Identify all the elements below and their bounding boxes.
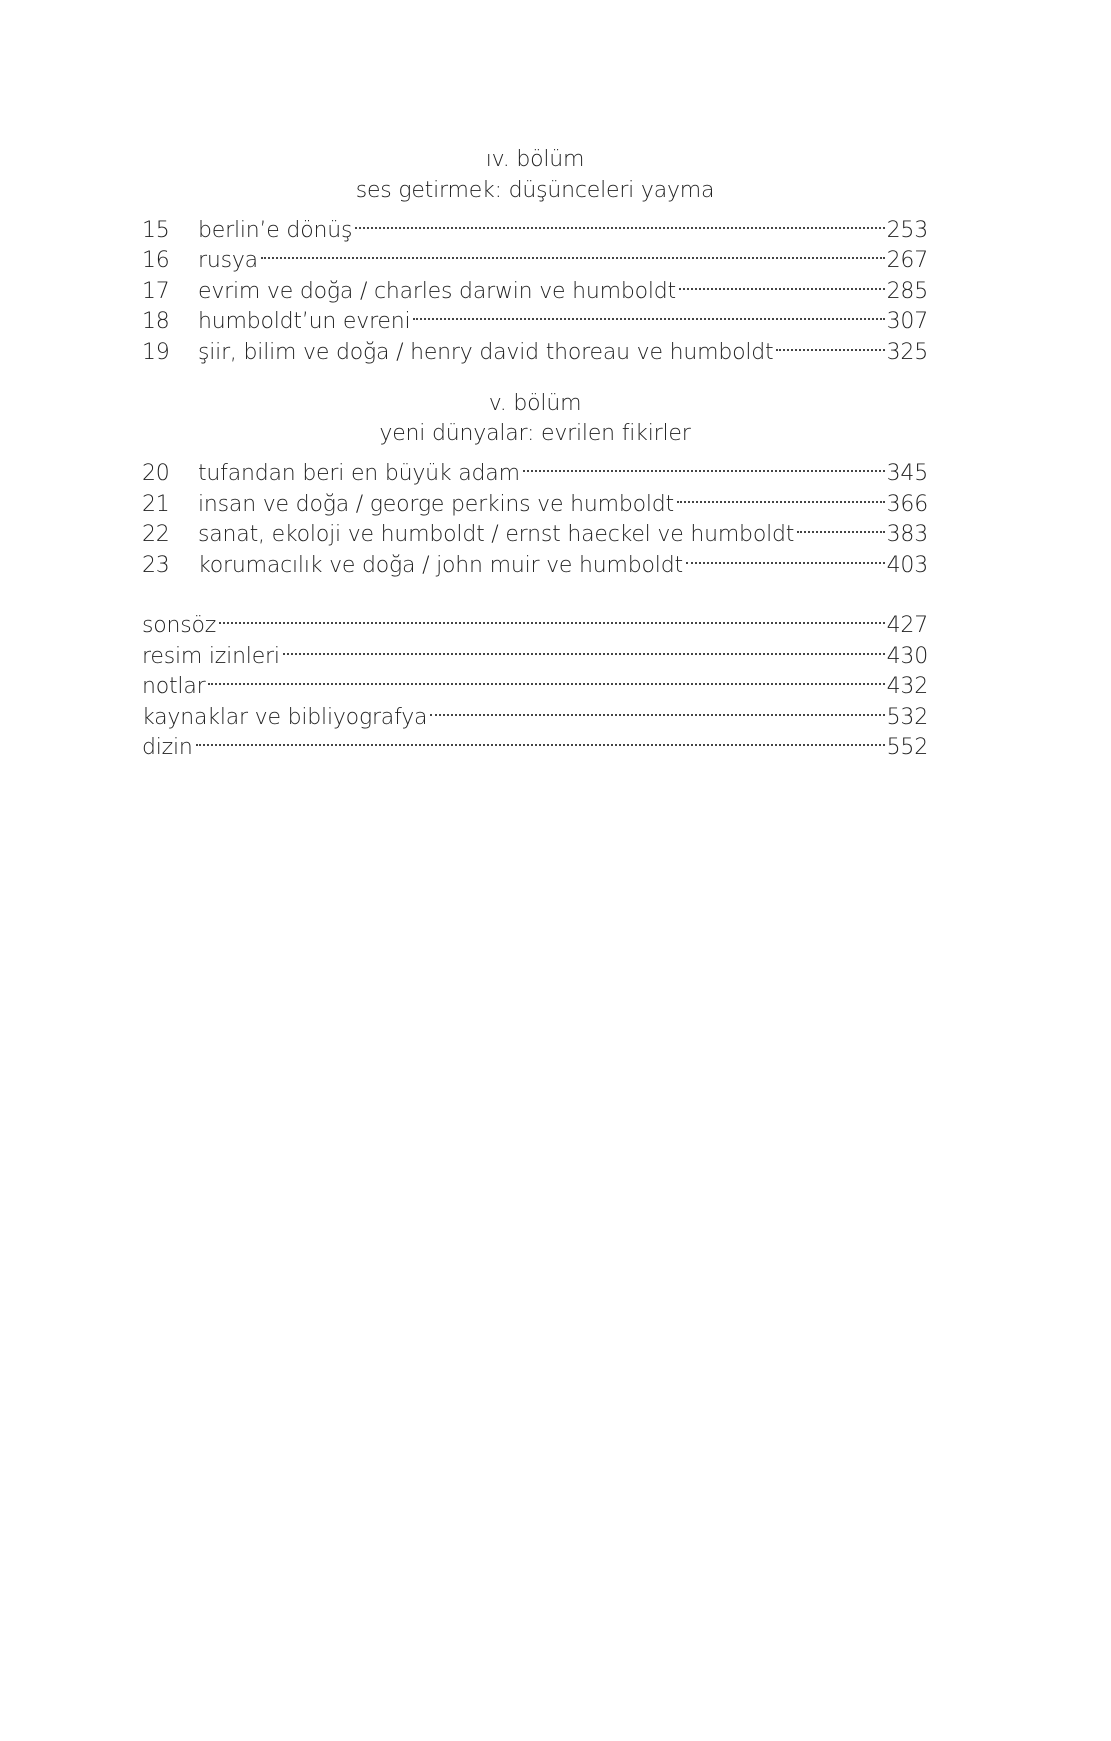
chapter-title: evrim ve doğa / charles darwin ve humboldt xyxy=(198,278,676,304)
page-number: 427 xyxy=(886,613,928,638)
section-title: sonsöz xyxy=(142,613,217,638)
dot-leader xyxy=(430,693,884,724)
chapter-title: insan ve doğa / george perkins ve humboldt xyxy=(198,491,674,517)
toc-entry xyxy=(142,693,928,730)
dot-leader xyxy=(797,511,884,542)
toc-entry xyxy=(142,450,928,486)
chapter-number: 22 xyxy=(142,522,170,547)
page-number: 403 xyxy=(886,552,928,578)
page-number: 430 xyxy=(886,643,928,669)
part-subtitle: yeni dünyalar: evrilen fikirler xyxy=(379,421,691,446)
chapter-title: sanat, ekoloji ve humboldt / ernst haeckel ve humboldt xyxy=(198,522,795,547)
dot-leader xyxy=(776,328,884,359)
toc-entry xyxy=(142,724,928,760)
toc-entry xyxy=(142,206,928,243)
page-number: 366 xyxy=(886,491,928,517)
page-number: 383 xyxy=(886,522,928,547)
section-title: dizin xyxy=(142,735,193,760)
chapter-number: 16 xyxy=(142,248,170,273)
dot-leader xyxy=(523,450,885,481)
table-of-contents xyxy=(142,145,928,760)
chapter-number: 20 xyxy=(142,461,170,486)
dot-leader xyxy=(355,206,884,237)
chapter-title: rusya xyxy=(198,248,258,273)
chapter-number: 15 xyxy=(142,217,170,243)
page-number: 552 xyxy=(886,735,928,760)
dot-leader xyxy=(413,298,884,329)
chapter-number: 19 xyxy=(142,339,170,365)
back-matter xyxy=(142,602,928,760)
toc-entry xyxy=(142,632,928,669)
page-number: 325 xyxy=(886,339,928,365)
chapter-title: korumacılık ve doğa / john muir ve humboldt xyxy=(198,552,683,578)
chapter-number: 18 xyxy=(142,309,170,334)
dot-leader xyxy=(686,541,885,572)
page-number: 253 xyxy=(886,217,928,243)
part-iv xyxy=(142,145,928,365)
dot-leader xyxy=(283,632,885,663)
page-number: 285 xyxy=(886,278,928,304)
chapter-number: 21 xyxy=(142,491,170,517)
section-title: resim izinleri xyxy=(142,643,280,669)
page-number: 345 xyxy=(886,461,928,486)
part-label: ıv. bölüm xyxy=(485,147,585,172)
section-title: kaynaklar ve bibliyografya xyxy=(142,704,428,730)
part-label: v. bölüm xyxy=(488,390,582,416)
dot-leader xyxy=(677,480,885,511)
chapter-number: 17 xyxy=(142,278,170,304)
part-v xyxy=(142,389,928,578)
dot-leader xyxy=(261,237,885,268)
chapter-number: 23 xyxy=(142,552,170,578)
page-number: 307 xyxy=(886,309,928,334)
chapter-title: berlin’e dönüş xyxy=(198,217,353,243)
part-subtitle: ses getirmek: düşünceleri yayma xyxy=(355,177,715,203)
dot-leader xyxy=(679,267,885,298)
chapter-title: humboldt’un evreni xyxy=(198,309,411,334)
toc-entry xyxy=(142,663,928,699)
page-number: 532 xyxy=(886,704,928,730)
toc-entry xyxy=(142,267,928,304)
chapter-title: tufandan beri en büyük adam xyxy=(198,461,520,486)
toc-entry xyxy=(142,602,928,638)
page-number: 432 xyxy=(886,674,928,699)
page-number: 267 xyxy=(886,248,928,273)
section-title: notlar xyxy=(142,674,206,699)
chapter-title: şiir, bilim ve doğa / henry david thoreau ve humboldt xyxy=(198,339,774,365)
dot-leader xyxy=(219,602,884,633)
dot-leader xyxy=(196,724,885,755)
dot-leader xyxy=(208,663,884,694)
